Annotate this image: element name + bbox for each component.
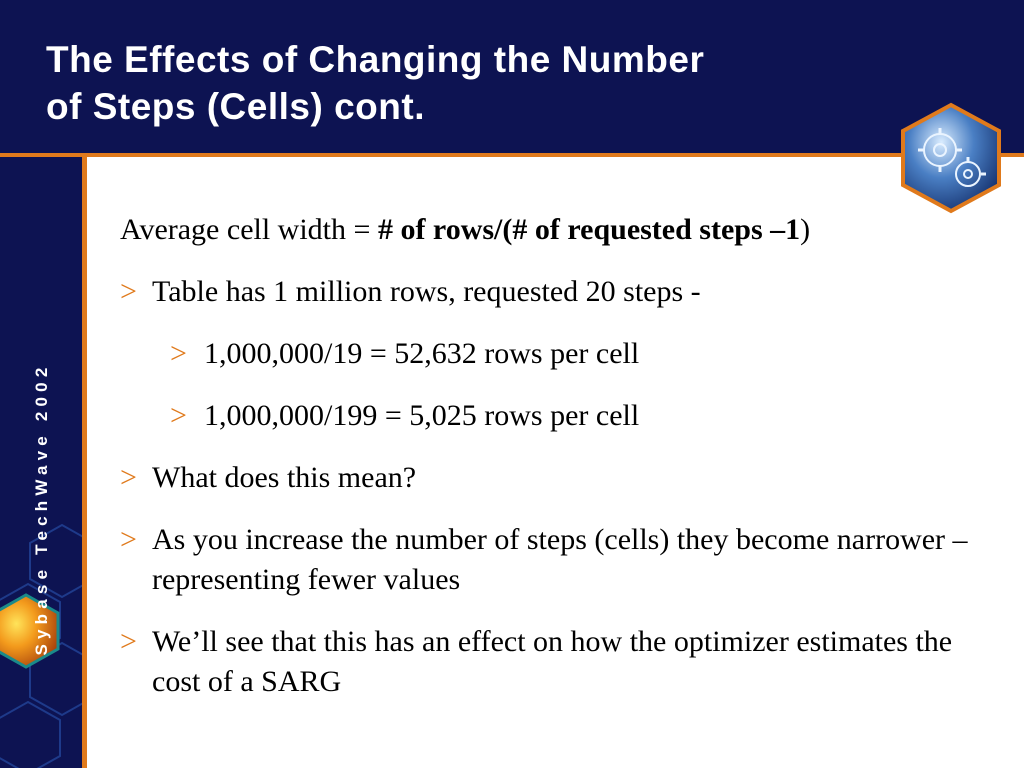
bullet-arrow-icon: > [120, 461, 137, 494]
bullet-item [120, 458, 1000, 498]
sub-bullet-item [120, 396, 1000, 436]
bullet-arrow-icon: > [120, 523, 137, 556]
bullet-item [120, 520, 1000, 600]
gear-hexagon-logo-icon [898, 102, 1004, 214]
bullet-arrow-icon: > [170, 337, 187, 370]
bullet-arrow-icon: > [170, 399, 187, 432]
orange-divider-horizontal [0, 153, 1024, 157]
sub-bullet-item [120, 334, 1000, 374]
title-bar [0, 0, 1024, 153]
sidebar [0, 157, 82, 768]
intro-text: Average cell width = [120, 213, 378, 246]
bullet-text: 1,000,000/199 = 5,025 rows per cell [204, 399, 640, 432]
bullet-text: As you increase the number of steps (cells) they become narrower – representing fewer values [152, 523, 968, 596]
bullet-arrow-icon: > [120, 275, 137, 308]
bullet-text: We’ll see that this has an effect on how the optimizer estimates the cost of a SARG [152, 625, 953, 698]
intro-line [120, 210, 1000, 250]
slide-title-line-2: of Steps (Cells) cont. [46, 86, 425, 127]
intro-formula: # of rows/(# of requested steps –1 [377, 213, 801, 246]
slide-title [46, 36, 704, 130]
bullet-text: 1,000,000/19 = 52,632 rows per cell [204, 337, 640, 370]
slide-title-line-1: The Effects of Changing the Number [46, 39, 705, 80]
sidebar-vertical-text: Sybase TechWave 2002 [32, 362, 51, 656]
slide-body [120, 210, 1000, 702]
bullet-item [120, 272, 1000, 312]
bullet-text: What does this mean? [152, 461, 417, 494]
orange-divider-vertical [82, 157, 87, 768]
bullet-arrow-icon: > [120, 625, 137, 658]
bullet-text: Table has 1 million rows, requested 20 steps - [152, 275, 701, 308]
bullet-item [120, 622, 1000, 702]
intro-suffix: ) [800, 213, 811, 246]
